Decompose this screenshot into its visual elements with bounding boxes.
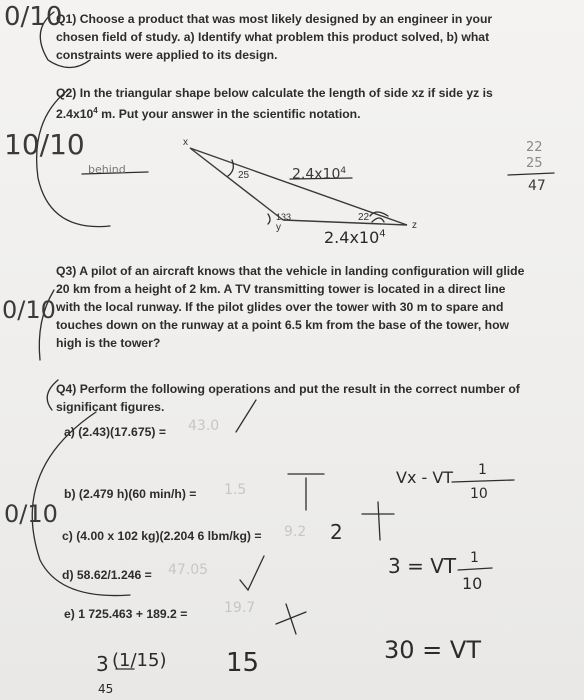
side-written-note: $2.4x10^4$ <box>324 228 386 247</box>
bottom-note-d: 45 <box>98 682 114 696</box>
equation-3: 30 = VT <box>384 636 481 664</box>
question-4-line-2: significant figures. <box>56 400 165 414</box>
triangle-side-xz <box>190 148 407 225</box>
equation-2-denominator: 10 <box>462 574 483 593</box>
question-3 <box>56 262 524 352</box>
q3-grade-mark: 0/10 <box>2 296 56 324</box>
side-crossed-note: $2.4x10^4$ <box>292 166 347 183</box>
triangle-side-yz <box>283 220 407 225</box>
q4-item-a: a) (2.43)(17.675) = <box>64 425 166 439</box>
q4-item-e: e) 1 725.463 + 189.2 = <box>64 607 188 621</box>
equation-2-numerator: 1 <box>470 550 479 566</box>
vertex-x-label: x <box>183 137 188 148</box>
q4-item-c: c) (4.00 x 102 kg)(2.204 6 lbm/kg) = <box>62 529 262 543</box>
sum-top: 22 <box>526 140 543 155</box>
answer-a: 43.0 <box>188 418 220 434</box>
q1-grade-mark: 0/10 <box>4 2 63 32</box>
vertex-y-label: y <box>276 222 281 233</box>
answer-d: 47.05 <box>168 562 209 578</box>
angle-z-label: 22 <box>358 212 370 223</box>
c-note: 2 <box>330 520 343 544</box>
question-1-line-2: chosen field of study. a) Identify what problem this product solved, b) what <box>56 30 490 44</box>
sum-mid: 25 <box>526 156 543 171</box>
cross-b <box>288 474 324 510</box>
sum-result: 47 <box>528 178 546 194</box>
cross-e <box>276 604 306 634</box>
equation-1-numerator: 1 <box>478 462 487 478</box>
question-3-line-5: high is the tower? <box>56 336 161 350</box>
question-2-line-1: Q2) In the triangular shape below calculate the length of side xz if side yz is <box>56 86 493 100</box>
cross-c <box>362 502 394 540</box>
question-4-line-1: Q4) Perform the following operations and put the result in the correct number of <box>56 382 520 396</box>
answer-b: 1.5 <box>224 482 247 498</box>
eq1-fraction-bar <box>452 480 514 482</box>
angle-y-label: 133 <box>276 212 292 222</box>
q4-item-d: d) 58.62/1.246 = <box>62 568 152 582</box>
question-1-line-3: constraints were applied to its design. <box>56 48 278 62</box>
question-2-line-2: $2.4x10^4$ m. Put your answer in the scientific notation. <box>56 106 361 122</box>
question-3-line-1: Q3) A pilot of an aircraft knows that the vehicle in landing configuration will glide <box>56 264 525 278</box>
bottom-note-c: 15 <box>226 648 260 678</box>
check-mark-d <box>240 556 264 590</box>
angle-z-arc <box>372 218 384 222</box>
sum-underline <box>508 173 554 175</box>
question-3-line-3: with the local runway. If the pilot glides over the tower with 30 m to spare and <box>56 300 504 314</box>
equation-1-denominator: 10 <box>470 486 488 502</box>
angle-y-arc <box>268 214 270 224</box>
q4-grade-mark: 0/10 <box>4 500 58 528</box>
vertex-z-label: z <box>412 220 417 231</box>
bottom-note-a: 3 <box>96 652 109 676</box>
answer-e: 19.7 <box>224 600 256 616</box>
question-4 <box>56 380 520 416</box>
equation-1: Vx - VT <box>396 468 454 487</box>
q4-item-b: b) (2.479 h)(60 min/h) = <box>64 487 197 501</box>
triangle-side-xy <box>190 148 283 220</box>
question-3-line-4: touches down on the runway at a point 6.5 km from the base of the tower, how <box>56 318 510 332</box>
equation-2: 3 = VT <box>388 554 457 578</box>
question-3-line-2: 20 km from a height of 2 km. A TV transmitting tower is located in a direct line <box>56 282 506 296</box>
crossed-word: behind <box>88 163 126 176</box>
angle-x-label: 25 <box>238 170 250 181</box>
question-1-line-1: Q1) Choose a product that was most likely designed by an engineer in your <box>56 12 493 26</box>
eq2-fraction-bar <box>458 568 492 570</box>
answer-c: 9.2 <box>284 524 307 540</box>
q2-grade-mark: 10/10 <box>4 128 85 161</box>
bottom-note-b: (1/15) <box>112 650 167 671</box>
